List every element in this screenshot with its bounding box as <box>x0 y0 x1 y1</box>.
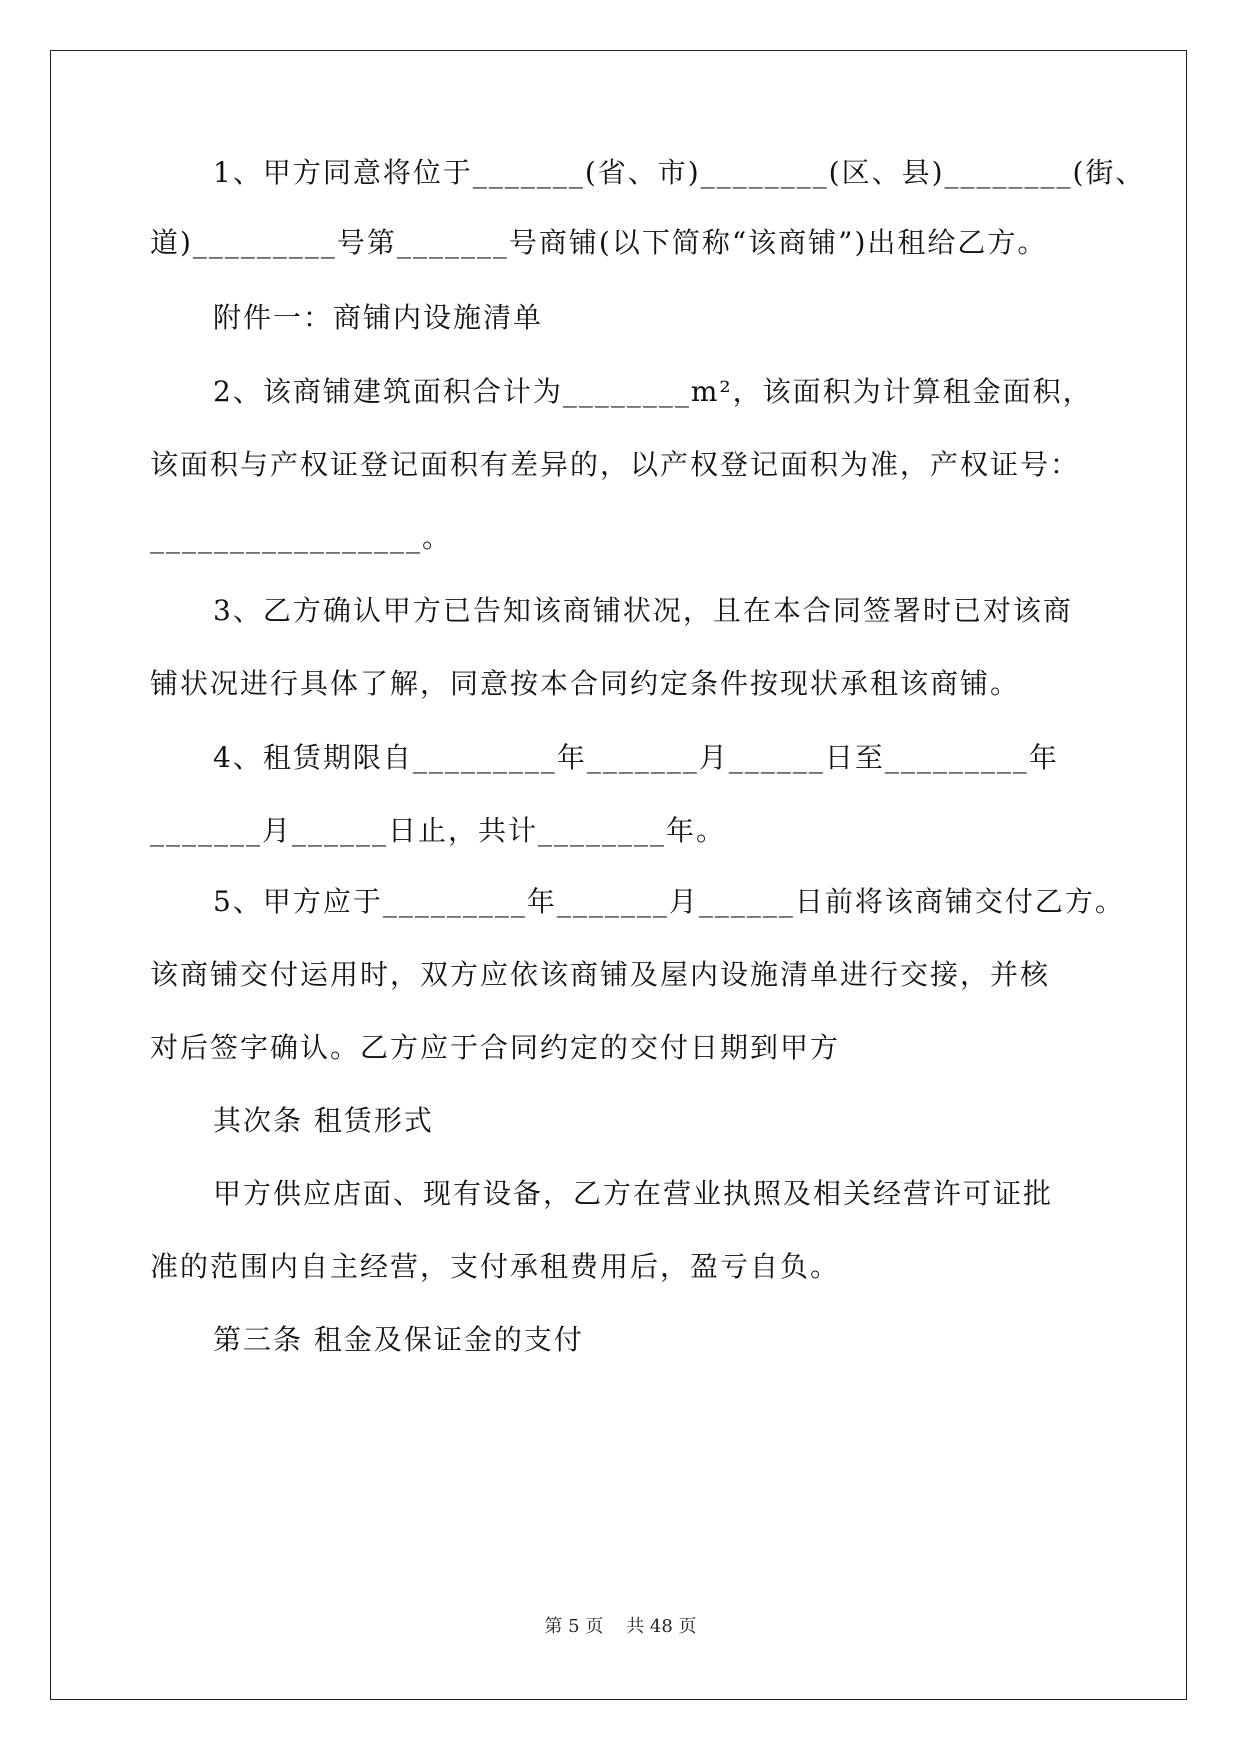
attachment-heading: 附件一：商铺内设施清单 <box>213 301 544 334</box>
article-3-heading: 第三条 租金及保证金的支付 <box>213 1323 584 1356</box>
clause-1-line-1: 1、甲方同意将位于_______(省、市)________(区、县)________(街、 <box>213 156 1146 189</box>
clause-4-line-2: _______月______日止，共计________年。 <box>150 814 727 847</box>
clause-5-line-3: 对后签字确认。乙方应于合同约定的交付日期到甲方 <box>150 1031 841 1064</box>
clause-2-line-3: _________________。 <box>150 521 453 554</box>
clause-5-line-1: 5、甲方应于_________年_______月______日前将该商铺交付乙方。 <box>213 885 1125 918</box>
article-2-line-1: 甲方供应店面、现有设备，乙方在营业执照及相关经营许可证批 <box>213 1177 1054 1210</box>
clause-1-line-2: 道)_________号第_______号商铺(以下简称“该商铺”)出租给乙方。 <box>150 226 1048 259</box>
clause-2-line-1: 2、该商铺建筑面积合计为________m²，该面积为计算租金面积， <box>213 375 1093 408</box>
clause-5-line-2: 该商铺交付运用时，双方应依该商铺及屋内设施清单进行交接，并核 <box>150 958 1051 991</box>
page-number-footer: 第 5 页 共 48 页 <box>544 1616 697 1637</box>
article-2-heading: 其次条 租赁形式 <box>213 1104 434 1137</box>
clause-4-line-1: 4、租赁期限自_________年_______月______日至_________年 <box>213 741 1059 774</box>
clause-2-line-2: 该面积与产权证登记面积有差异的，以产权登记面积为准，产权证号： <box>150 448 1081 481</box>
clause-3-line-2: 铺状况进行具体了解，同意按本合同约定条件按现状承租该商铺。 <box>150 667 1021 700</box>
article-2-line-2: 准的范围内自主经营，支付承租费用后，盈亏自负。 <box>150 1250 841 1283</box>
clause-3-line-1: 3、乙方确认甲方已告知该商铺状况，且在本合同签署时已对该商 <box>213 594 1073 627</box>
page-border <box>50 50 1187 1700</box>
